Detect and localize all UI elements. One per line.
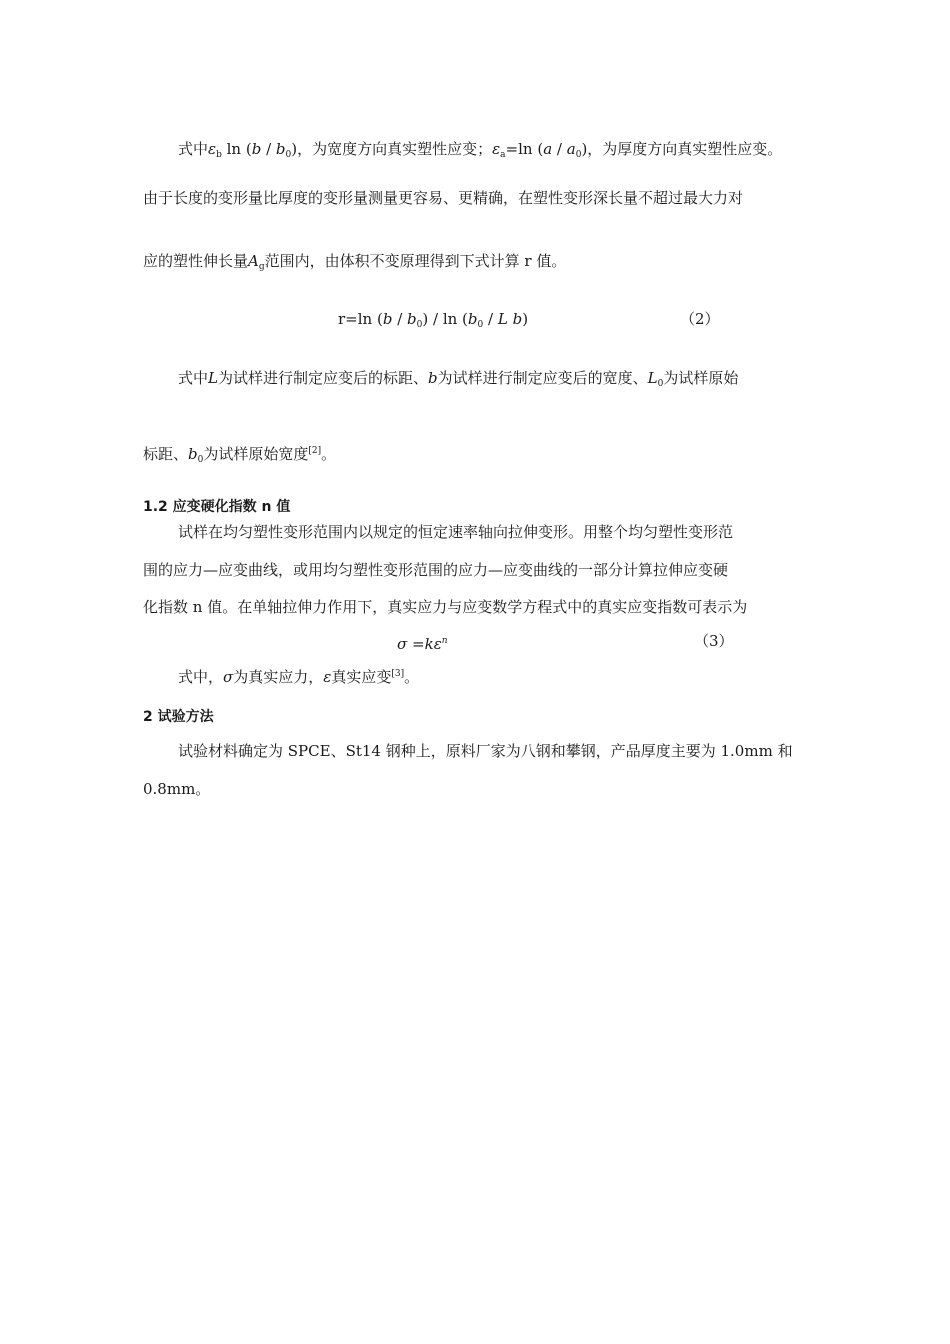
text: 范围内，由体积不变原理得到下式计算 r 值。 xyxy=(264,252,567,270)
var-epsilon: ε xyxy=(323,668,332,686)
var-L: L xyxy=(208,369,218,387)
var-a: a xyxy=(543,140,553,158)
subscript: 0 xyxy=(657,379,664,389)
text: 标距、 xyxy=(143,445,189,463)
text: 为试样原始 xyxy=(663,369,739,387)
paragraph-line xyxy=(178,664,419,687)
text: 为试样原始宽度 xyxy=(203,445,309,463)
var-b: b xyxy=(507,310,523,328)
subscript: 0 xyxy=(416,320,423,330)
var-L: L xyxy=(497,310,508,328)
text: 为试样进行制定应变后的宽度、 xyxy=(437,369,648,387)
paragraph-line: 由于长度的变形量比厚度的变形量测量更容易、更精确，在塑性变形深长量不超过最大力对 xyxy=(143,189,744,207)
text: =ln ( xyxy=(505,140,544,158)
text: ln ( xyxy=(221,140,252,158)
epsilon-a-symbol: ε xyxy=(492,140,501,158)
text: 式中 xyxy=(178,369,209,387)
text: 式中 xyxy=(178,140,209,158)
paragraph-line xyxy=(178,368,738,394)
equation-number: （2） xyxy=(680,310,720,328)
var-a0: a xyxy=(566,140,576,158)
subscript: a xyxy=(500,150,506,160)
var-b0: b xyxy=(188,445,198,463)
paragraph-line: 试样在均匀塑性变形范围内以规定的恒定速率轴向拉伸变形。用整个均匀塑性变形范 xyxy=(178,523,734,541)
paragraph-line: 0.8mm。 xyxy=(143,780,211,798)
var-sigma: σ xyxy=(223,668,234,686)
paragraph-strain-definitions xyxy=(178,139,782,165)
citation: [2] xyxy=(308,446,322,456)
text: / xyxy=(392,310,408,328)
text: )，为厚度方向真实塑性应变。 xyxy=(581,140,783,158)
text: r=ln ( xyxy=(338,310,383,328)
subscript: g xyxy=(258,262,265,272)
var-b0: b xyxy=(467,310,478,328)
subscript: 0 xyxy=(575,150,582,160)
subscript: 0 xyxy=(197,455,204,465)
var-k: k xyxy=(424,635,434,653)
var-b: b xyxy=(251,140,262,158)
text: )，为宽度方向真实塑性应变； xyxy=(291,140,493,158)
text: ) xyxy=(522,310,529,328)
var-b: b xyxy=(382,310,393,328)
var-b0: b xyxy=(407,310,417,328)
text: 。 xyxy=(404,668,420,686)
equation-n-value xyxy=(397,631,448,654)
text: 为试样进行制定应变后的标距、 xyxy=(217,369,428,387)
text: / xyxy=(261,140,276,158)
citation: [3] xyxy=(391,669,405,679)
paragraph-line: 化指数 n 值。在单轴拉伸力作用下，真实应力与应变数学方程式中的真实应变指数可表示为 xyxy=(143,598,748,616)
text: 为真实应力， xyxy=(233,668,324,686)
subscript: 0 xyxy=(477,320,484,330)
section-heading: 2 试验方法 xyxy=(143,709,214,725)
subscript: 0 xyxy=(285,150,292,160)
text: 应的塑性伸长量 xyxy=(143,252,249,270)
text: / xyxy=(552,140,567,158)
paragraph-line: 试验材料确定为 SPCE、St14 钢种上，原料厂家为八钢和攀钢，产品厚度主要为 1.0mm 和 xyxy=(178,742,793,760)
paragraph-line xyxy=(143,251,566,277)
paragraph-line xyxy=(143,441,336,470)
var-A: A xyxy=(248,252,259,270)
text: ) / ln ( xyxy=(422,310,468,328)
text: = xyxy=(407,635,425,653)
text: 真实应变 xyxy=(331,668,392,686)
var-epsilon: ε xyxy=(433,635,442,653)
paragraph-line: 围的应力—应变曲线，或用均匀塑性变形范围的应力—应变曲线的一部分计算拉伸应变硬 xyxy=(143,561,729,579)
var-L0: L xyxy=(647,369,658,387)
exponent-n: n xyxy=(441,636,448,646)
text: 。 xyxy=(321,445,337,463)
equation-r-value xyxy=(338,309,528,335)
equation-number: （3） xyxy=(694,632,734,650)
epsilon-b-symbol: ε xyxy=(208,140,217,158)
text: / xyxy=(483,310,498,328)
var-b: b xyxy=(428,369,438,387)
var-b0: b xyxy=(275,140,286,158)
text: 式中， xyxy=(178,668,224,686)
section-heading: 1.2 应变硬化指数 n 值 xyxy=(143,499,291,515)
subscript: b xyxy=(216,150,222,160)
var-sigma: σ xyxy=(397,635,408,653)
